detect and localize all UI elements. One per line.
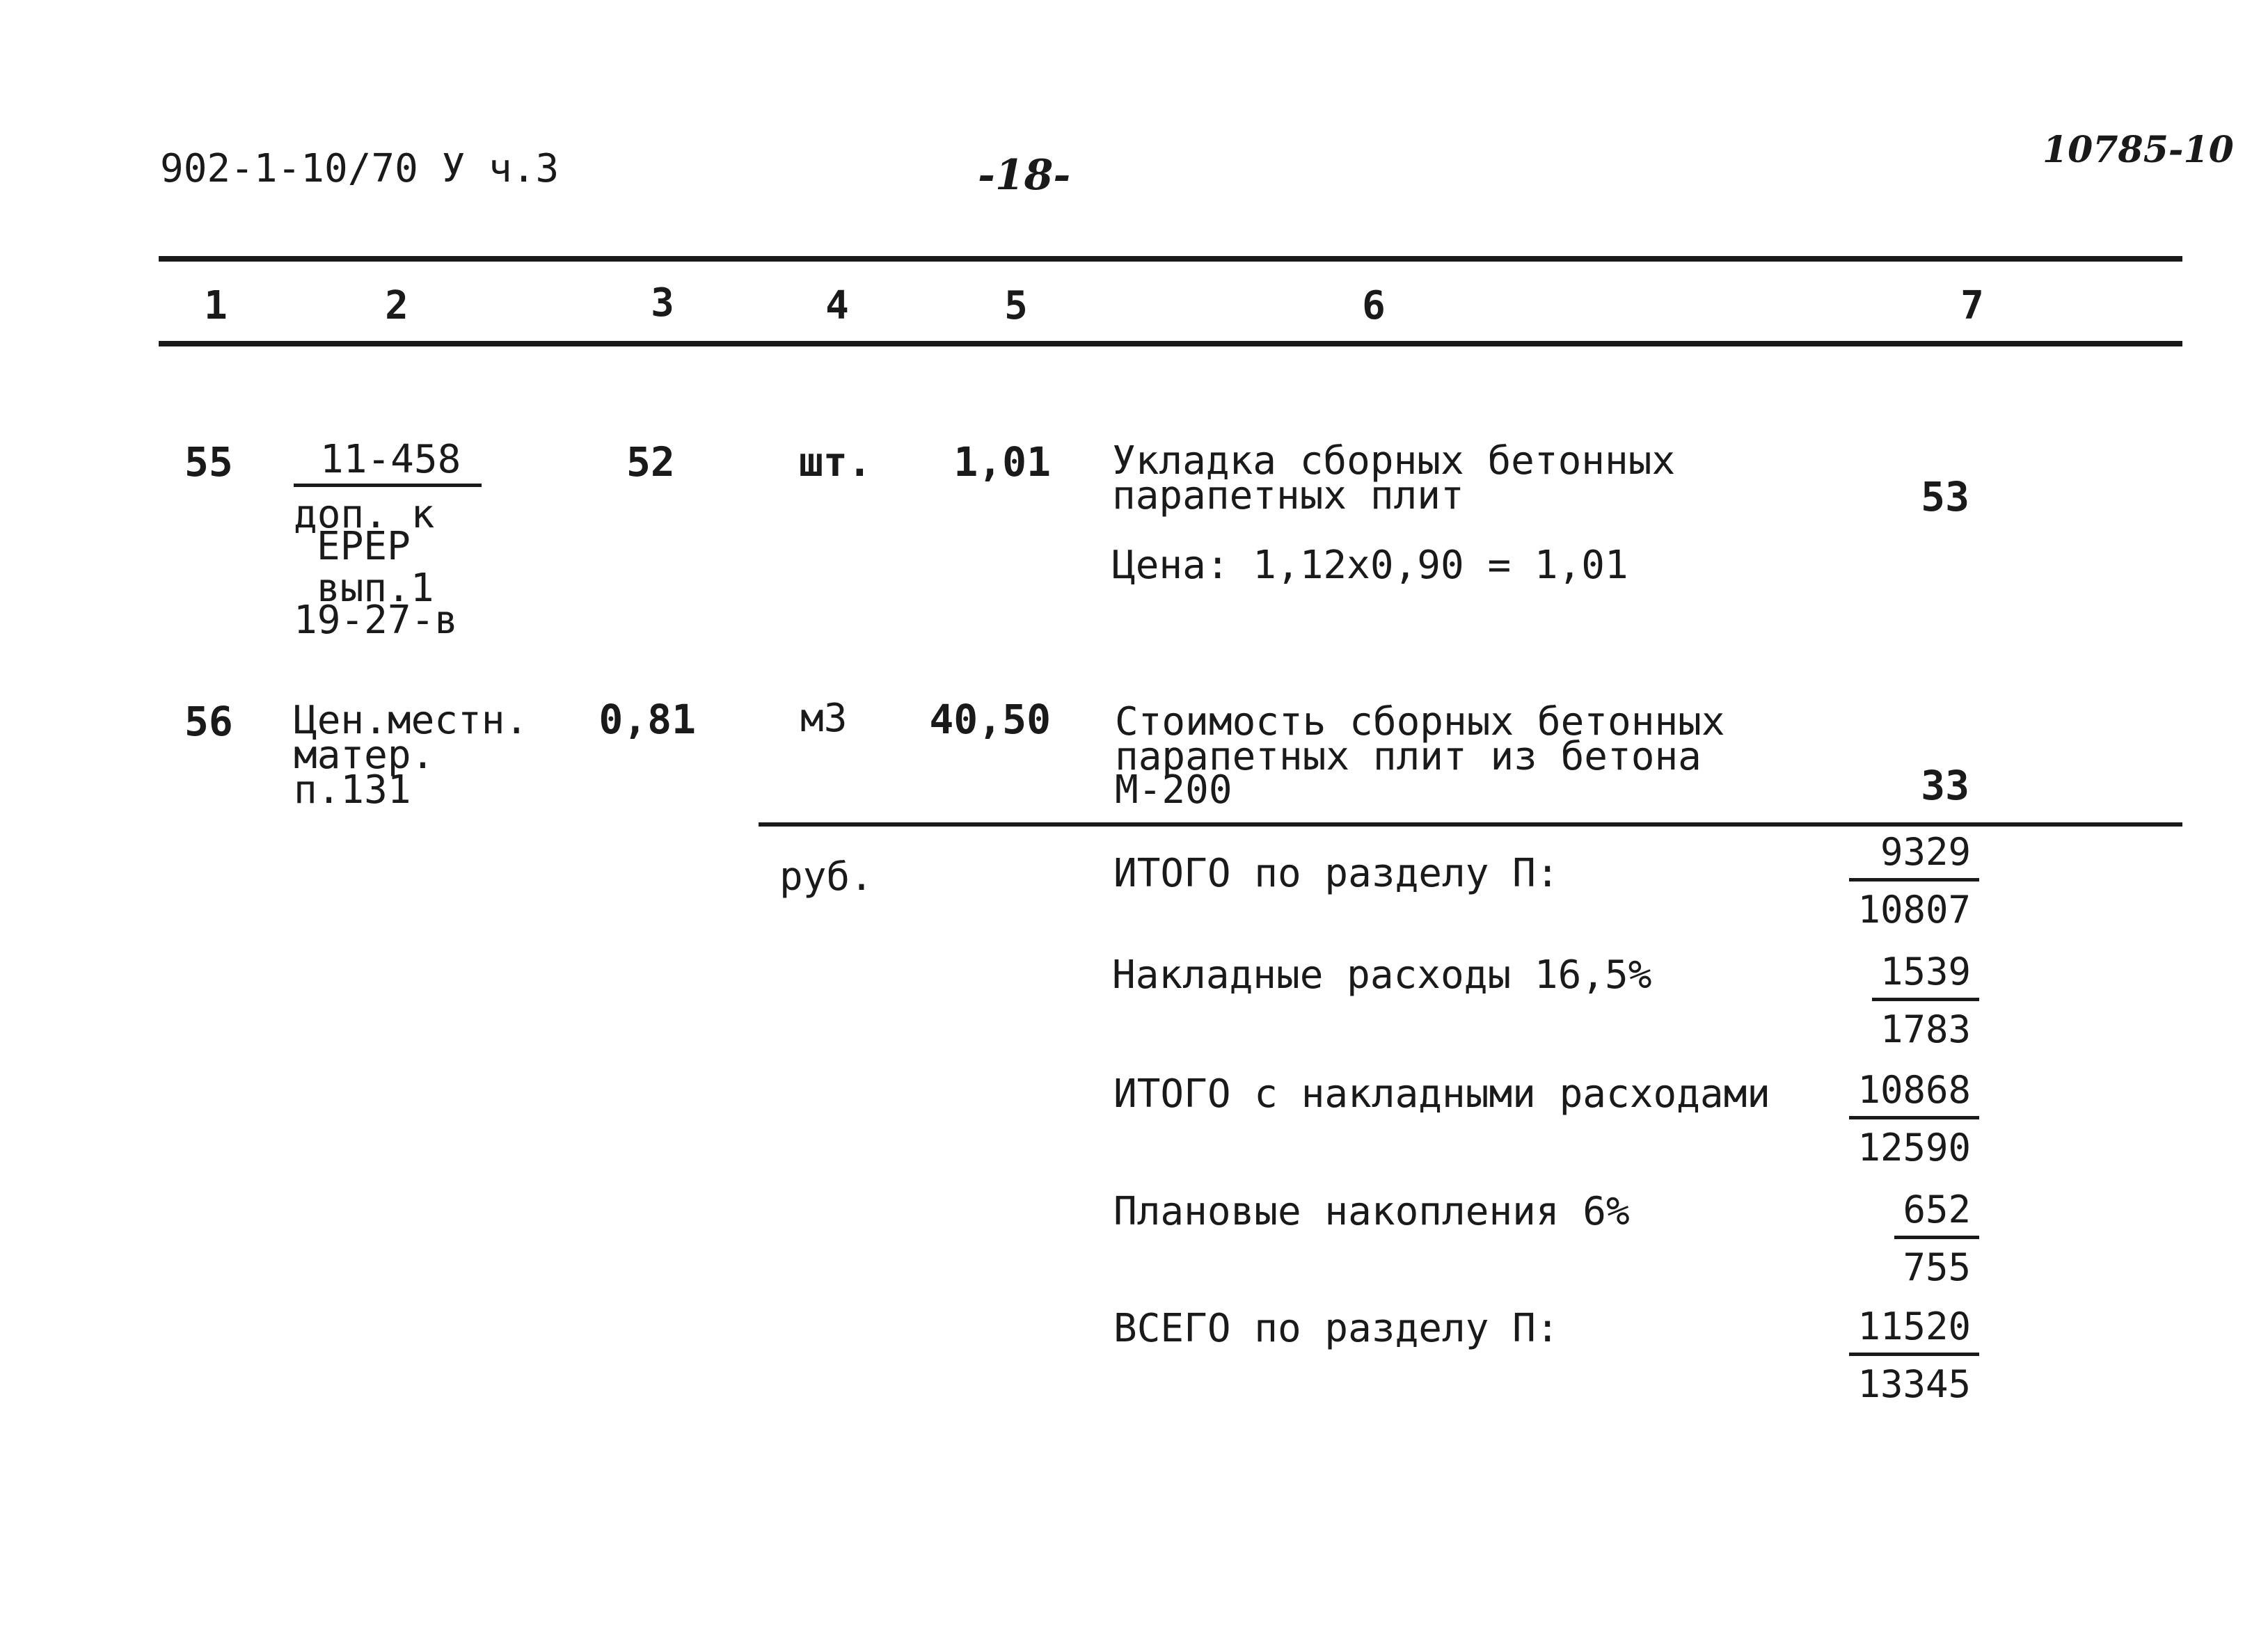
reference-note-line: ЕРЕР [317,524,411,569]
description-line: парапетных плит из бетона [1115,734,1702,779]
column-header-2: 2 [385,283,409,328]
column-header-1: 1 [204,283,228,328]
summary-label: Плановые накопления 6% [1113,1189,1630,1234]
currency-unit: руб. [779,854,873,900]
description-line: М-200 [1115,767,1232,813]
description-line: парапетных плит [1112,473,1464,518]
quantity: 0,81 [598,696,696,743]
column-header-3: 3 [651,280,674,326]
table-header-rule [159,341,2182,346]
unit: шт. [799,438,872,486]
summary-value: $\frac{10868}{12590}$ [1849,1071,1979,1167]
reference-code: 11-458 [294,440,482,487]
unit: м3 [800,696,848,741]
row-number: 55 [184,438,233,486]
summary-value: $\frac{652}{755}$ [1894,1191,1979,1286]
summary-value: $\frac{1539}{1783}$ [1872,953,1979,1048]
reference-line: п.131 [294,767,411,813]
cost: 53 [1921,473,1969,520]
document-code: 902-1-10/70 У ч.3 [160,146,560,191]
reference-note-line: доп. к [294,492,435,537]
column-header-6: 6 [1362,283,1386,328]
column-header-5: 5 [1004,283,1028,328]
cost: 33 [1921,762,1969,809]
summary-label: ВСЕГО по разделу П: [1113,1306,1560,1351]
summary-label: Накладные расходы 16,5% [1112,952,1652,998]
unit-price: 1,01 [953,438,1051,486]
summary-rule [759,822,2182,827]
summary-value: $\frac{11520}{13345}$ [1849,1308,1979,1403]
column-header-4: 4 [825,283,849,328]
summary-label: ИТОГО с накладными расходами [1113,1071,1771,1117]
summary-value: $\frac{9329}{10807}$ [1849,834,1979,929]
description-line: Укладка сборных бетонных [1112,438,1676,484]
description-line: Стоимость сборных бетонных [1115,699,1725,744]
price-calculation: Цена: 1,12х0,90 = 1,01 [1112,543,1628,588]
reference-note-line: 19-27-в [294,598,459,643]
reference-line: Цен.местн. [294,698,529,743]
table-top-rule [159,256,2182,262]
unit-price: 40,50 [929,696,1051,743]
summary-label: ИТОГО по разделу П: [1113,851,1560,896]
reference-line: матер. [294,733,435,778]
page-number: -18- [978,151,1071,200]
reference-note-line: вып.1 [317,566,434,611]
row-number: 56 [184,698,233,745]
archive-number: 10785-10 [2043,129,2234,171]
quantity: 52 [626,438,675,486]
column-header-7: 7 [1960,283,1984,328]
